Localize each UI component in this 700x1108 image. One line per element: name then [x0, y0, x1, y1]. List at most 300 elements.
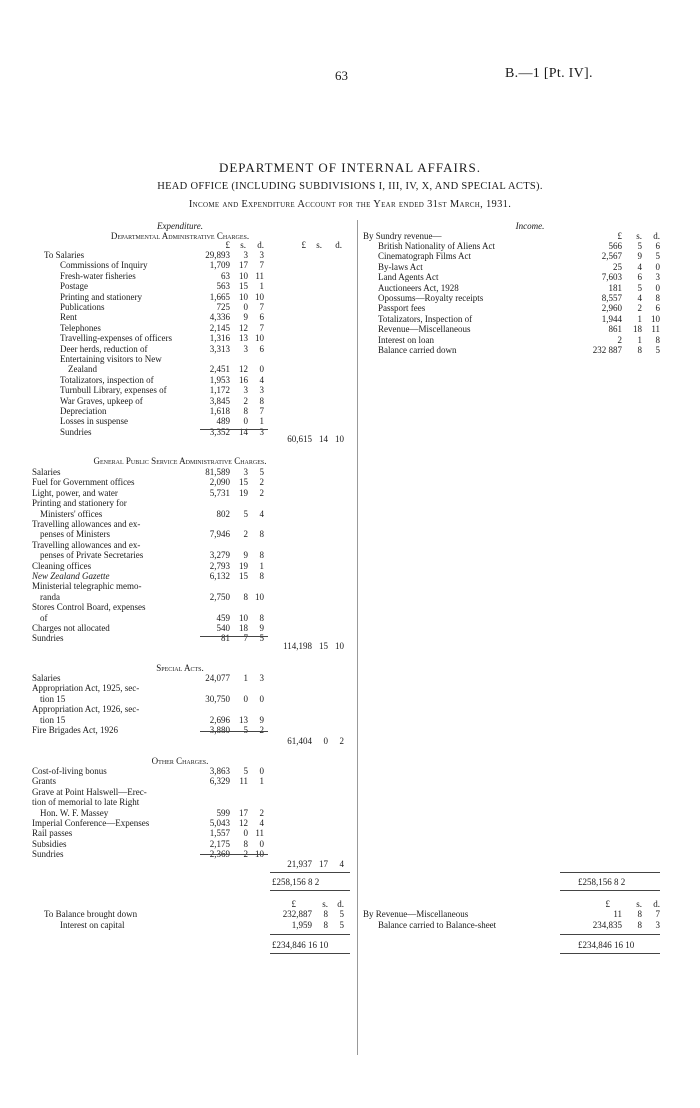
amount-pounds: 1,959 — [291, 920, 312, 930]
amount-pounds: 5,731 — [209, 487, 230, 498]
amount-shillings: 8 — [637, 920, 642, 930]
amount-shillings: 3 — [243, 250, 248, 260]
section-subtotal-rule — [200, 731, 268, 732]
line-item-label: Printing and stationery — [60, 291, 142, 302]
amount-pounds: 599 — [216, 807, 230, 818]
amount-pounds: 5,043 — [209, 818, 230, 828]
line-item-label: Cinematograph Films Act — [378, 251, 471, 262]
expenditure-line-item — [0, 808, 360, 818]
amount-pence: 8 — [655, 293, 660, 303]
amount-pence: 9 — [259, 623, 264, 633]
line-item-label: Rent — [60, 312, 77, 323]
amount-pence: 8 — [259, 395, 264, 406]
amount-pence: 2 — [339, 736, 344, 746]
amount-shillings: 19 — [239, 560, 248, 571]
line-item-label: tion of memorial to late Right — [32, 797, 140, 808]
line-item-label: Stores Control Board, expenses — [32, 602, 146, 613]
income-line-item — [0, 251, 700, 261]
amount-shillings: 3 — [243, 467, 248, 477]
expenditure-line-item — [0, 509, 360, 519]
line-item-label: Interest on capital — [60, 920, 125, 930]
amount-shillings: 8 — [323, 920, 328, 930]
balance-debit-rule-bottom — [270, 953, 350, 954]
amount-shillings: 17 — [319, 859, 328, 869]
expenditure-line-item — [0, 818, 360, 828]
line-item-label: Depreciation — [60, 406, 107, 416]
line-item-label: Charges not allocated — [32, 623, 110, 633]
amount-pence: 6 — [259, 312, 264, 323]
amount-shillings: 0 — [243, 416, 248, 427]
expenditure-line-item — [0, 488, 360, 498]
amount-pence: 1 — [259, 560, 264, 571]
amount-pounds: 2,090 — [209, 477, 230, 488]
expenditure-grand-total-rule-bottom — [270, 890, 350, 891]
line-item-label: Turnbull Library, expenses of — [60, 385, 167, 396]
expenditure-line-item — [0, 396, 360, 406]
document-reference: B.—1 [Pt. IV]. — [505, 66, 593, 81]
amount-pounds: 181 — [608, 282, 622, 293]
page-number: 63 — [335, 68, 348, 83]
line-item-label: New Zealand Gazette — [32, 571, 110, 581]
expenditure-line-item — [0, 581, 360, 591]
department-title: DEPARTMENT OF INTERNAL AFFAIRS. — [218, 160, 482, 175]
amount-pence: 9 — [259, 714, 264, 725]
amount-shillings: 11 — [239, 776, 248, 787]
amount-pence: 3 — [655, 920, 660, 930]
expenditure-grand-total: £258,156 8 2 — [272, 877, 320, 887]
amount-pounds: 2,369 — [209, 849, 230, 860]
amount-shillings: 10 — [239, 291, 248, 302]
col-header-shillings: s. — [322, 899, 328, 909]
amount-shillings: 10 — [239, 270, 248, 281]
expenditure-line-item — [0, 776, 360, 786]
line-item-label: Passport fees — [378, 303, 426, 314]
amount-shillings: 12 — [239, 818, 248, 828]
amount-pence: 7 — [259, 302, 264, 312]
income-line-item — [0, 272, 700, 282]
expenditure-line-item — [0, 766, 360, 776]
amount-pounds: 540 — [216, 623, 230, 633]
amount-shillings: 8 — [243, 591, 248, 602]
amount-pence: 10 — [335, 434, 344, 444]
amount-shillings: 14 — [319, 434, 328, 444]
amount-pounds: 232 887 — [592, 345, 622, 355]
amount-pence: 0 — [655, 261, 660, 272]
expenditure-line-item — [0, 477, 360, 487]
amount-pence: 1 — [259, 416, 264, 427]
amount-pence: 3 — [655, 272, 660, 283]
balance-credit-column-headers — [0, 899, 700, 909]
amount-pounds: 2,793 — [209, 560, 230, 571]
amount-pounds: 1,953 — [209, 374, 230, 385]
col-header-pounds: £ — [605, 899, 610, 909]
line-item-label: Appropriation Act, 1925, sec- — [32, 683, 140, 694]
amount-pence: 7 — [259, 260, 264, 271]
line-item-label: Balance carried down — [378, 345, 457, 355]
line-item-label: Travelling-expenses of officers — [60, 333, 172, 344]
expenditure-line-item — [0, 561, 360, 571]
amount-pence: 5 — [259, 633, 264, 644]
amount-pence: 10 — [651, 313, 660, 324]
balance-credit-rule-top — [560, 934, 660, 935]
amount-pence: 3 — [259, 385, 264, 396]
amount-shillings: 14 — [239, 426, 248, 437]
amount-shillings: 12 — [239, 322, 248, 333]
line-item-label: Cleaning offices — [32, 560, 92, 571]
expenditure-line-item — [0, 406, 360, 416]
amount-shillings: 8 — [637, 345, 642, 355]
line-item-label: tion 15 — [40, 714, 66, 725]
line-item-label: randa — [40, 591, 60, 602]
balance-debit-total: £234,846 16 10 — [272, 940, 329, 950]
amount-pence: 7 — [655, 909, 660, 919]
col-header-total-pounds: £ — [301, 240, 306, 250]
amount-pence: 2 — [259, 487, 264, 498]
income-line-item — [0, 314, 700, 324]
amount-pence: 11 — [255, 270, 264, 281]
amount-pence: 0 — [259, 838, 264, 849]
expenditure-line-item — [0, 715, 360, 725]
line-item-label: Land Agents Act — [378, 272, 439, 283]
amount-pounds: 1,709 — [209, 260, 230, 271]
section-title: Special Acts. — [156, 663, 204, 673]
expenditure-line-item — [0, 787, 360, 797]
amount-pence: 2 — [259, 807, 264, 818]
amount-pence: 10 — [255, 333, 264, 344]
section-total — [0, 859, 360, 869]
expenditure-line-item — [0, 385, 360, 395]
line-item-label: To Balance brought down — [44, 909, 138, 919]
amount-shillings: 12 — [239, 364, 248, 375]
amount-pounds: 3,880 — [209, 725, 230, 735]
amount-shillings: 4 — [637, 293, 642, 303]
income-line-item — [0, 293, 700, 303]
amount-shillings: 8 — [243, 406, 248, 416]
line-item-label: Totalizators, Inspection of — [378, 313, 473, 324]
amount-pence: 10 — [335, 641, 344, 651]
amount-pounds: 25 — [613, 261, 622, 272]
amount-shillings: 19 — [239, 487, 248, 498]
line-item-label: Sundries — [60, 426, 92, 437]
section-subtotal-rule — [200, 429, 268, 430]
line-item-label: Fuel for Government offices — [32, 477, 135, 488]
amount-pence: 11 — [255, 828, 264, 839]
section-subtotal-rule — [200, 636, 268, 637]
expenditure-line-item — [0, 540, 360, 550]
line-item-label: Sundries — [32, 633, 64, 644]
expenditure-line-item — [0, 354, 360, 364]
amount-shillings: 1 — [243, 673, 248, 683]
amount-pounds: 1,172 — [209, 385, 230, 396]
line-item-label: Deer herds, reduction of — [60, 343, 148, 354]
amount-pounds: 2,175 — [209, 838, 230, 849]
expenditure-line-item — [0, 725, 360, 735]
expenditure-line-item — [0, 704, 360, 714]
line-item-label: Interest on loan — [378, 334, 434, 345]
amount-pounds: 725 — [216, 302, 230, 312]
amount-pence: 0 — [655, 282, 660, 293]
line-item-label: Imperial Conference—Expenses — [32, 818, 150, 828]
section-total — [0, 641, 360, 651]
line-item-label: By-laws Act — [378, 261, 423, 272]
expenditure-line-item — [0, 683, 360, 693]
income-grand-total-rule-top — [560, 872, 660, 873]
expenditure-line-item — [0, 694, 360, 704]
amount-shillings: 2 — [243, 529, 248, 540]
line-item-label: Fire Brigades Act, 1926 — [32, 725, 118, 735]
expenditure-line-item — [0, 375, 360, 385]
amount-shillings: 18 — [239, 623, 248, 633]
amount-pence: 4 — [339, 859, 344, 869]
amount-shillings: 9 — [637, 251, 642, 262]
line-item-label: Publications — [60, 302, 105, 312]
amount-shillings: 15 — [319, 641, 328, 651]
amount-pence: 3 — [259, 426, 264, 437]
expenditure-line-item — [0, 519, 360, 529]
income-line-item — [0, 241, 700, 251]
amount-shillings: 8 — [637, 909, 642, 919]
amount-pence: 4 — [259, 508, 264, 519]
amount-pounds: 7,603 — [601, 272, 622, 283]
expenditure-heading: Expenditure. — [157, 221, 203, 231]
income-line-item — [0, 283, 700, 293]
amount-pounds: 61,404 — [287, 736, 312, 746]
amount-pence: 11 — [651, 324, 660, 335]
amount-pence: 2 — [259, 477, 264, 488]
line-item-label: Hon. W. F. Massey — [40, 807, 109, 818]
line-item-label: Ministerial telegraphic memo- — [32, 581, 142, 592]
amount-pence: 5 — [655, 251, 660, 262]
amount-pounds: 81,589 — [205, 467, 230, 477]
amount-pounds: 29,893 — [205, 250, 230, 260]
amount-shillings: 18 — [633, 324, 642, 335]
line-item-label: Opossums—Royalty receipts — [378, 293, 484, 303]
expenditure-line-item — [0, 613, 360, 623]
amount-pence: 10 — [255, 849, 264, 860]
amount-shillings: 5 — [243, 508, 248, 519]
line-item-label: Telephones — [60, 322, 101, 333]
expenditure-line-item — [0, 602, 360, 612]
amount-pounds: 563 — [216, 281, 230, 292]
amount-shillings: 5 — [637, 241, 642, 251]
expenditure-line-item — [0, 839, 360, 849]
line-item-label: Grave at Point Halswell—Erec- — [32, 786, 147, 797]
amount-pence: 6 — [655, 241, 660, 251]
line-item-label: To Salaries — [44, 250, 85, 260]
line-item-label: Ministers' offices — [40, 508, 103, 519]
income-line-item — [0, 345, 700, 355]
amount-pounds: 1,316 — [209, 333, 230, 344]
amount-pence: 5 — [339, 920, 344, 930]
amount-pounds: 81 — [221, 633, 230, 644]
amount-shillings: 17 — [239, 260, 248, 271]
office-title: HEAD OFFICE (INCLUDING SUBDIVISIONS I, III, IV, X, AND SPECIAL ACTS). — [157, 181, 543, 192]
line-item-label: Salaries — [32, 467, 61, 477]
line-item-label: Losses in suspense — [60, 416, 128, 427]
amount-pence: 8 — [259, 612, 264, 623]
amount-shillings: 15 — [239, 477, 248, 488]
line-item-label: of — [40, 612, 48, 623]
amount-pence: 6 — [259, 343, 264, 354]
amount-pounds: 1,557 — [209, 828, 230, 839]
section-total — [0, 434, 360, 444]
amount-pence: 8 — [259, 550, 264, 561]
amount-pounds: 3,313 — [209, 343, 230, 354]
amount-shillings: 5 — [243, 766, 248, 776]
amount-shillings: 17 — [239, 807, 248, 818]
amount-pounds: 3,863 — [209, 766, 230, 776]
expenditure-line-item — [0, 571, 360, 581]
amount-pence: 1 — [259, 776, 264, 787]
expenditure-line-item — [0, 797, 360, 807]
income-heading: Income. — [515, 221, 545, 231]
col-header-total-shillings: s. — [316, 240, 322, 250]
amount-shillings: 0 — [243, 302, 248, 312]
amount-pence: 3 — [259, 673, 264, 683]
amount-shillings: 0 — [323, 736, 328, 746]
amount-pounds: 8,557 — [601, 293, 622, 303]
amount-pounds: 30,750 — [205, 693, 230, 704]
amount-shillings: 2 — [637, 303, 642, 314]
line-item-label: War Graves, upkeep of — [60, 395, 143, 406]
amount-pounds: 7,946 — [209, 529, 230, 540]
expenditure-line-item — [0, 416, 360, 426]
amount-pence: 8 — [259, 571, 264, 581]
amount-shillings: 10 — [239, 612, 248, 623]
amount-shillings: 1 — [637, 313, 642, 324]
amount-shillings: 9 — [243, 550, 248, 561]
expenditure-line-item — [0, 498, 360, 508]
amount-shillings: 6 — [637, 272, 642, 283]
amount-pence: 3 — [259, 250, 264, 260]
col-header-shillings: s. — [636, 899, 642, 909]
amount-pence: 1 — [259, 281, 264, 292]
section-title: General Public Service Administrative Charges. — [93, 456, 267, 466]
amount-pence: 0 — [259, 693, 264, 704]
amount-shillings: 7 — [243, 633, 248, 644]
col-header-pounds: £ — [225, 240, 230, 250]
amount-pounds: 802 — [216, 508, 230, 519]
line-item-label: Sundries — [32, 849, 64, 860]
amount-pence: 2 — [259, 725, 264, 735]
amount-pence: 6 — [655, 303, 660, 314]
amount-pounds: 1,665 — [209, 291, 230, 302]
line-item-label: Travelling allowances and ex- — [32, 519, 141, 529]
amount-pounds: 1,618 — [209, 406, 230, 416]
amount-pence: 5 — [339, 909, 344, 919]
amount-pence: 8 — [655, 334, 660, 345]
amount-shillings: 4 — [637, 261, 642, 272]
amount-pounds: 4,336 — [209, 312, 230, 323]
amount-shillings: 13 — [239, 333, 248, 344]
expenditure-line-item — [0, 673, 360, 683]
amount-pounds: 232,887 — [282, 909, 312, 919]
col-header-pence: d. — [257, 240, 264, 250]
line-item-label: Subsidies — [32, 838, 67, 849]
amount-pounds: 2,145 — [209, 322, 230, 333]
amount-pounds: 114,198 — [283, 641, 312, 651]
amount-pounds: 11 — [613, 909, 622, 919]
amount-pounds: 2,960 — [601, 303, 622, 314]
income-intro: By Sundry revenue— — [363, 231, 442, 241]
account-title: Income and Expenditure Account for the Year ended 31st March, 1931. — [188, 199, 512, 210]
amount-pounds: 2,567 — [601, 251, 622, 262]
expenditure-line-item — [0, 550, 360, 560]
col-header-pence: d. — [337, 899, 344, 909]
balance-debit-rule-top — [270, 934, 350, 935]
amount-shillings: 15 — [239, 281, 248, 292]
balance-credit-item — [0, 920, 700, 930]
line-item-label: By Revenue—Miscellaneous — [363, 909, 469, 919]
line-item-label: Postage — [60, 281, 88, 292]
expenditure-line-item — [0, 828, 360, 838]
amount-pence: 8 — [259, 529, 264, 540]
income-col-header-shillings: s. — [636, 231, 642, 241]
amount-pounds: 2,750 — [209, 591, 230, 602]
amount-pounds: 21,937 — [287, 859, 312, 869]
amount-shillings: 3 — [243, 385, 248, 396]
col-header-pence: d. — [653, 899, 660, 909]
col-header-shillings: s. — [240, 240, 246, 250]
amount-pence: 10 — [255, 591, 264, 602]
amount-pounds: 861 — [608, 324, 622, 335]
amount-pence: 0 — [259, 766, 264, 776]
amount-shillings: 3 — [243, 343, 248, 354]
amount-pounds: 234,835 — [592, 920, 622, 930]
amount-pounds: 63 — [221, 270, 230, 281]
income-line-item — [0, 262, 700, 272]
amount-pounds: 2,451 — [209, 364, 230, 375]
line-item-label: Auctioneers Act, 1928 — [378, 282, 459, 293]
col-header-total-pence: d. — [335, 240, 342, 250]
line-item-label: Travelling allowances and ex- — [32, 539, 141, 550]
line-item-label: Cost-of-living bonus — [32, 766, 107, 776]
line-item-label: Fresh-water fisheries — [60, 270, 136, 281]
expenditure-line-item — [0, 467, 360, 477]
expenditure-grand-total-rule-top — [270, 872, 350, 873]
amount-pounds: 24,077 — [205, 673, 230, 683]
income-col-header-pounds: £ — [617, 231, 622, 241]
line-item-label: Balance carried to Balance-sheet — [378, 920, 497, 930]
income-line-item — [0, 303, 700, 313]
section-subtotal-rule — [200, 854, 268, 855]
line-item-label: Entertaining visitors to New — [60, 354, 162, 364]
line-item-label: penses of Private Secretaries — [40, 550, 144, 561]
line-item-label: Printing and stationery for — [32, 498, 127, 509]
amount-shillings: 8 — [323, 909, 328, 919]
line-item-label: Appropriation Act, 1926, sec- — [32, 704, 140, 715]
amount-shillings: 2 — [243, 849, 248, 860]
amount-shillings: 0 — [243, 693, 248, 704]
amount-pence: 5 — [655, 345, 660, 355]
amount-pence: 4 — [259, 818, 264, 828]
balance-credit-rule-bottom — [560, 953, 660, 954]
line-item-label: Commissions of Inquiry — [60, 260, 148, 271]
amount-shillings: 5 — [243, 725, 248, 735]
income-line-item — [0, 324, 700, 334]
amount-shillings: 2 — [243, 395, 248, 406]
col-header-pounds: £ — [291, 899, 296, 909]
amount-pounds: 459 — [216, 612, 230, 623]
line-item-label: British Nationality of Aliens Act — [378, 241, 495, 251]
section-total — [0, 736, 360, 746]
amount-pounds: 2,696 — [209, 714, 230, 725]
expenditure-line-item — [0, 623, 360, 633]
line-item-label: Revenue—Miscellaneous — [378, 324, 471, 335]
income-grand-total-rule-bottom — [560, 890, 660, 891]
line-item-label: Rail passes — [32, 828, 73, 839]
amount-shillings: 9 — [243, 312, 248, 323]
